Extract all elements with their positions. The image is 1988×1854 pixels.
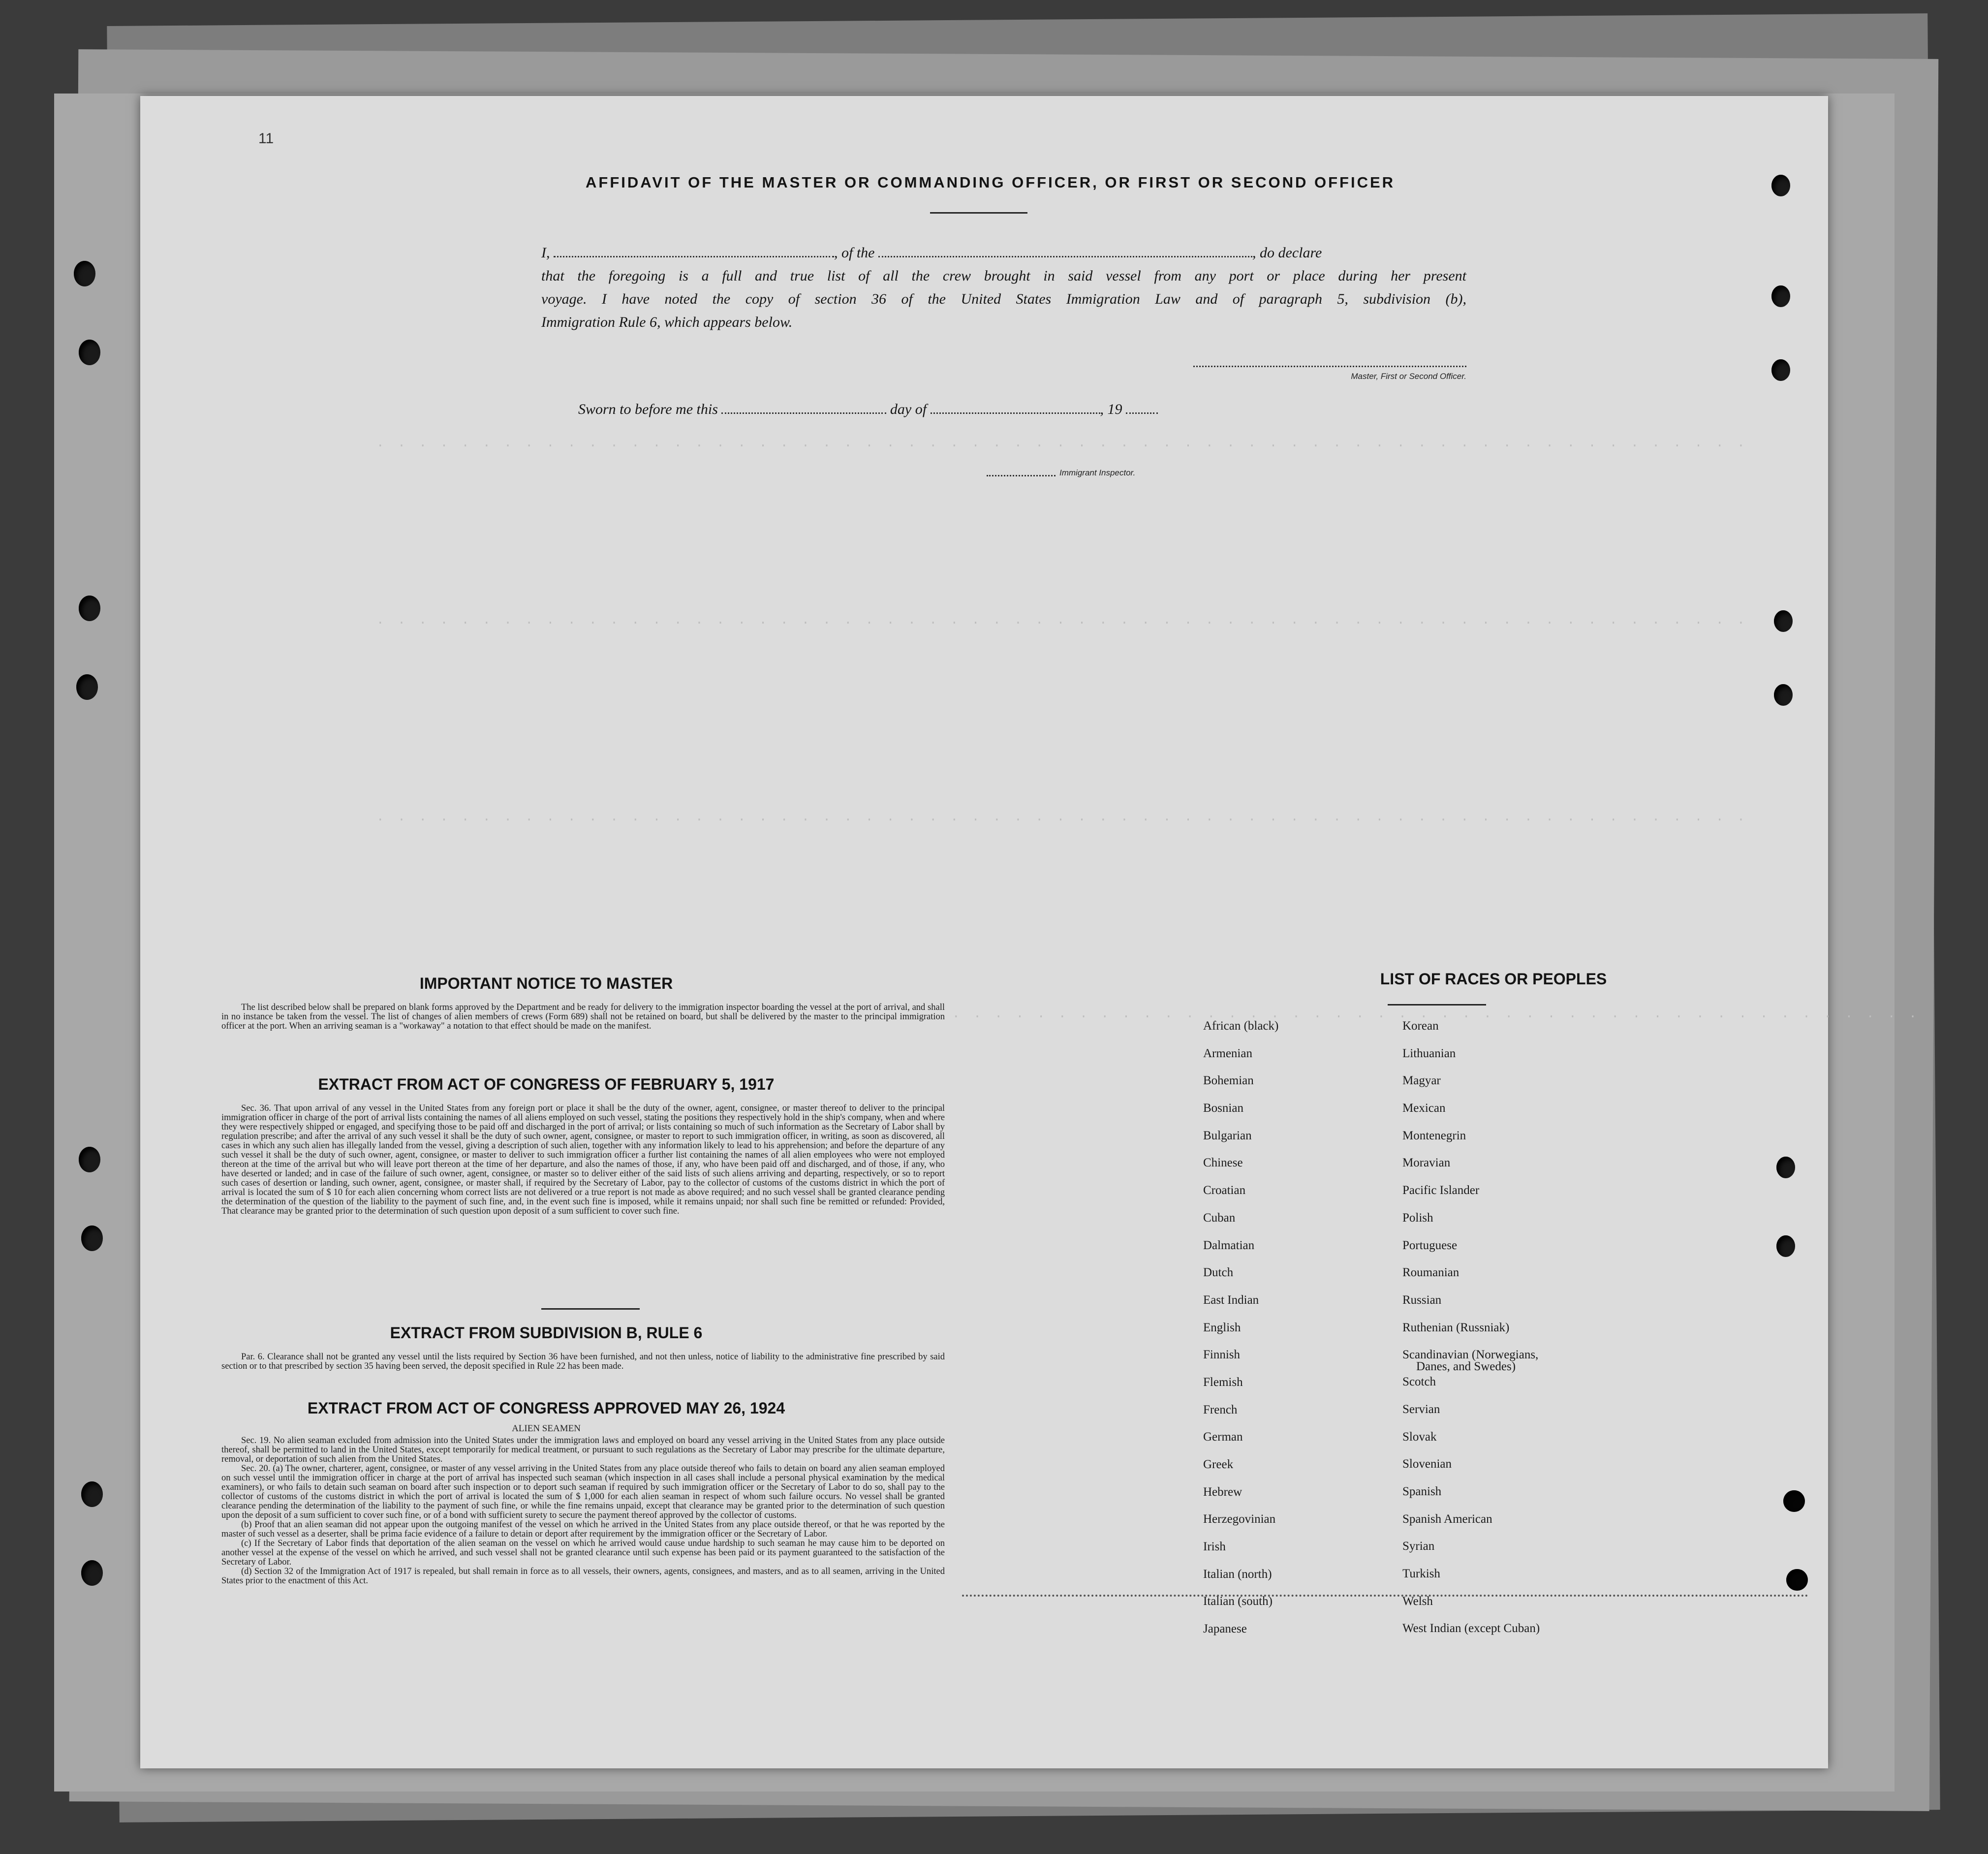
affidavit-line-4: Immigration Rule 6, which appears below.	[541, 314, 793, 330]
races-left-column	[1203, 1019, 1278, 1650]
affidavit-line-1: I, , of the , do declare	[541, 245, 1322, 261]
binder-hole	[79, 596, 100, 621]
race-item: Scandinavian (Norwegians,	[1402, 1348, 1539, 1362]
binder-hole	[79, 340, 100, 365]
binder-hole	[81, 1560, 103, 1586]
dotted-divider	[962, 1595, 1808, 1597]
race-item: Syrian	[1402, 1540, 1435, 1553]
binder-hole	[1776, 1235, 1795, 1257]
race-item: Spanish	[1402, 1485, 1442, 1498]
sworn-month-blank[interactable]	[931, 412, 1100, 414]
race-item: Scotch	[1402, 1375, 1436, 1389]
race-item: Flemish	[1203, 1375, 1243, 1389]
race-item: Montenegrin	[1402, 1129, 1466, 1142]
sworn-year-blank[interactable]	[1126, 412, 1158, 414]
races-right-column	[1402, 1019, 1540, 1649]
extract-rule6-text: Par. 6. Clearance shall not be granted any vessel until the lists required by Section 36 have been furnished, and not then unless, notice of liability to the administrative fine prescribed by said section or to that prescribed by section 35 having been served, the deposit specified in Rule 22 has been made.	[221, 1352, 945, 1371]
race-item: French	[1203, 1403, 1238, 1416]
race-item: West Indian (except Cuban)	[1402, 1622, 1540, 1635]
binder-hole	[76, 674, 98, 700]
notice-title: IMPORTANT NOTICE TO MASTER	[419, 974, 673, 992]
name-blank[interactable]	[554, 256, 834, 257]
race-item: Hebrew	[1203, 1485, 1242, 1499]
affidavit-page	[140, 96, 1920, 1768]
race-item: Italian (north)	[1203, 1567, 1272, 1581]
binder-hole	[1771, 359, 1790, 381]
race-item: Polish	[1402, 1211, 1433, 1225]
race-item: Turkish	[1402, 1567, 1440, 1581]
race-item: Bulgarian	[1203, 1129, 1252, 1142]
extract-1924-text: Sec. 19. No alien seaman excluded from admission into the United States under the immigration laws and employed on board any vessel arriving in the United States from any place outside thereof, shall be permitted to land in the United States, except temporarily for medical treatment, or pursuant to such regulations as the Secretary of Labor may prescribe for the ultimate departure, removal, or deportation of such alien from the United States. Sec. 20. (a) The owner, charterer, agent, consignee, or master of any vessel arriving in the United States from any place outside thereof who fails to detain on board any alien seaman employed on such vessel until the immigration officer in charge at the port of arrival has inspected such seaman (which inspection in all cases shall include a personal physical examination by the medical examiners), or who fails to detain such seaman on board after such inspection or to deport such seaman if required by such immigration officer or the Secretary of Labor to do so, shall pay to the collector of customs of the customs district in which the port of arrival is located the sum of $ 1,000 for each alien seaman in respect of whom such failure occurs. No vessel shall be granted clearance pending the determination of the liability to the payment of such fine, or while the fine remains unpaid, except that clearance may be granted prior to the determination of such question upon the deposit of a sum sufficient to cover such fine, or of a bond with sufficient surety to secure the payment thereof approved by the collector of customs. (b) Proof that an alien seaman did not appear upon the outgoing manifest of the vessel on which he arrived in the United States from any place outside thereof, or that he was reported by the master of such vessel as a deserter, shall be prima facie evidence of a failure to detain or deport after requirement by the immigration officer or the Secretary of Labor. (c) If the Secretary of Labor finds that deportation of the alien seaman on the vessel on which he arrived would cause undue hardship to such seaman he may cause him to be deported on another vessel at the expense of the vessel on which he arrived, and such vessel shall not be granted clearance until such expense has been paid or its payment guaranteed to the satisfaction of the Secretary of Labor. (d) Section 32 of the Immigration Act of 1917 is repealed, but shall remain in force as to all vessels, their owners, agents, consignees, and masters, and as to all seamen, arriving in the United States prior to the enactment of this Act.	[221, 1436, 945, 1586]
race-item: Welsh	[1402, 1594, 1433, 1608]
race-item: Slovenian	[1402, 1457, 1452, 1471]
binder-hole	[1771, 285, 1790, 307]
race-item: Greek	[1203, 1458, 1234, 1471]
section-rule	[541, 1308, 640, 1310]
vessel-blank[interactable]	[878, 256, 1252, 257]
race-item: Lithuanian	[1402, 1046, 1456, 1060]
race-item: Mexican	[1402, 1101, 1446, 1115]
sworn-line: Sworn to before me this day of , 19	[578, 401, 1158, 418]
signature-line[interactable]	[1193, 366, 1466, 367]
extract-1924-title: EXTRACT FROM ACT OF CONGRESS APPROVED MAY 26, 1924	[307, 1399, 785, 1417]
binder-hole	[79, 1147, 100, 1172]
race-item: Dutch	[1203, 1266, 1234, 1280]
race-item: Roumanian	[1402, 1266, 1460, 1280]
binder-hole	[1776, 1157, 1795, 1178]
affidavit-line-3: voyage. I have noted the copy of section 36 of the United States Immigration Law and of paragraph 5, subdivision (b),	[541, 291, 1466, 307]
extract-1917-title: EXTRACT FROM ACT OF CONGRESS OF FEBRUARY 5, 1917	[318, 1075, 775, 1093]
race-item: Herzegovinian	[1203, 1512, 1276, 1526]
race-item: Ruthenian (Russniak)	[1402, 1320, 1510, 1334]
race-item: Russian	[1402, 1293, 1442, 1307]
races-rule	[1388, 1004, 1486, 1006]
race-item: Bohemian	[1203, 1074, 1254, 1088]
signature-label: Master, First or Second Officer.	[1351, 372, 1466, 381]
race-item: Moravian	[1402, 1156, 1451, 1170]
race-item: Spanish American	[1402, 1512, 1492, 1526]
race-item: Korean	[1402, 1019, 1439, 1033]
race-item: German	[1203, 1430, 1243, 1444]
race-item: English	[1203, 1320, 1241, 1334]
race-item: Slovak	[1402, 1430, 1437, 1444]
show-through-text: . . . . . . . . . . . . . . . . . . . . . . . . . . . . . . . . . . . . . . . . . . . . . . . . . . . . . . . . . . . . . . . . .	[376, 613, 1748, 628]
show-through-text: . . . . . . . . . . . . . . . . . . . . . . . . . . . . . . . . . . . . . . . . . . . . . .	[952, 1006, 1920, 1021]
race-item: Cuban	[1203, 1211, 1236, 1225]
title-rule	[930, 212, 1027, 214]
inspector-label: Immigrant Inspector.	[1059, 468, 1136, 477]
binder-hole	[1783, 1490, 1805, 1512]
race-item: Magyar	[1402, 1074, 1441, 1088]
binder-hole	[74, 261, 95, 286]
race-item: Finnish	[1203, 1348, 1241, 1362]
race-item: Bosnian	[1203, 1101, 1243, 1115]
binder-hole	[1786, 1569, 1808, 1591]
affidavit-title: AFFIDAVIT OF THE MASTER OR COMMANDING OFFICER, OR FIRST OR SECOND OFFICER	[586, 174, 1396, 191]
race-item: Pacific Islander	[1402, 1184, 1480, 1197]
race-item: Danes, and Swedes)	[1416, 1360, 1516, 1374]
binder-hole	[81, 1226, 103, 1251]
race-item: Japanese	[1203, 1622, 1247, 1636]
race-item: Italian (south)	[1203, 1595, 1273, 1608]
race-item: Chinese	[1203, 1156, 1243, 1170]
sworn-day-blank[interactable]	[721, 412, 886, 414]
race-item: East Indian	[1203, 1293, 1259, 1307]
extract-rule6-title: EXTRACT FROM SUBDIVISION B, RULE 6	[390, 1324, 703, 1342]
race-item: Servian	[1402, 1402, 1440, 1416]
extract-1924-subtitle: ALIEN SEAMEN	[512, 1423, 581, 1434]
race-item: Croatian	[1203, 1184, 1246, 1197]
binder-hole	[1774, 684, 1793, 706]
show-through-text: . . . . . . . . . . . . . . . . . . . . . . . . . . . . . . . . . . . . . . . . . . . . . . . . . . . . . . . . . . . . . . . . .	[376, 810, 1748, 824]
show-through-text: . . . . . . . . . . . . . . . . . . . . . . . . . . . . . . . . . . . . . . . . . . . . . . . . . . . . . . . . . . . . . . . . .	[376, 436, 1748, 450]
notice-text: The list described below shall be prepared on blank forms approved by the Department and be ready for delivery to the immigration inspector boarding the vessel at the port of arrival, and shall in no instance be taken from the vessel. The list of changes of alien members of crews (Form 689) shall not be retained on board, but shall be delivered by the master to the principal immigration officer at the port. When an arriving seaman is a "workaway" a notation to that effect should be made on the manifest.	[221, 1003, 945, 1031]
races-title: LIST OF RACES OR PEOPLES	[1380, 970, 1607, 988]
race-item: Dalmatian	[1203, 1238, 1255, 1252]
race-item: Irish	[1203, 1540, 1226, 1554]
race-item: Armenian	[1203, 1046, 1252, 1060]
binder-hole	[1771, 175, 1790, 196]
race-item: Portuguese	[1402, 1238, 1458, 1252]
inspector-signature-line[interactable]	[987, 475, 1056, 476]
affidavit-line-2: that the foregoing is a full and true list of all the crew brought in said vessel from any port or place during her present	[541, 268, 1466, 284]
race-item: African (black)	[1203, 1019, 1279, 1033]
binder-hole	[81, 1481, 103, 1507]
binder-hole	[1774, 610, 1793, 632]
extract-1917-text: Sec. 36. That upon arrival of any vessel in the United States from any foreign port or place it shall be the duty of the owner, agent, consignee, or master thereof to deliver to the principal immigration officer in charge of the port of arrival lists containing the names of all aliens employed on such vessel, stating the positions they respectively hold in the ship's company, when and where they were respectively shipped or engaged, and specifying those to be paid off and discharged in the port of arrival; or lists containing so much of such information as the Secretary of Labor shall by regulation prescribe; and after the arrival of any such vessel it shall be the duty of such owner, agent, consignee, or master to report to such immigration officer, in writing, as soon as discovered, all cases in which any such alien has illegally landed from the vessel, giving a description of such alien, together with any information likely to lead to his apprehension; and before the departure of any such vessel it shall be the duty of such owner, agent, consignee, or master to deliver to such immigration officer a further list containing the names of all alien employees who were not employed thereon at the time of the arrival but who will leave port thereon at the time of her departure, and also the names of those, if any, who have been paid off and discharged, and of those, if any, who have deserted or landed; and in case of the failure of such owner, agent, consignee, or master so to deliver either of the said lists of such aliens arriving and departing, respectively, or so to report such cases of desertion or landing, such owner, agent, consignee, or master shall, if required by the Secretary of Labor, pay to the collector of customs of the customs district in which the port of arrival is located the sum of $ 10 for each alien concerning whom correct lists are not delivered or a true report is not made as above required; and no such vessel shall be granted clearance pending the determination of the question of the liability to the payment of such fine, and, in the event such fine is imposed, while it remains unpaid; nor shall such fine be remitted or refunded: Provided, That clearance may be granted prior to the determination of such question upon deposit of a sum sufficient to cover such fine.	[221, 1103, 945, 1216]
page-number: 11	[258, 130, 274, 147]
